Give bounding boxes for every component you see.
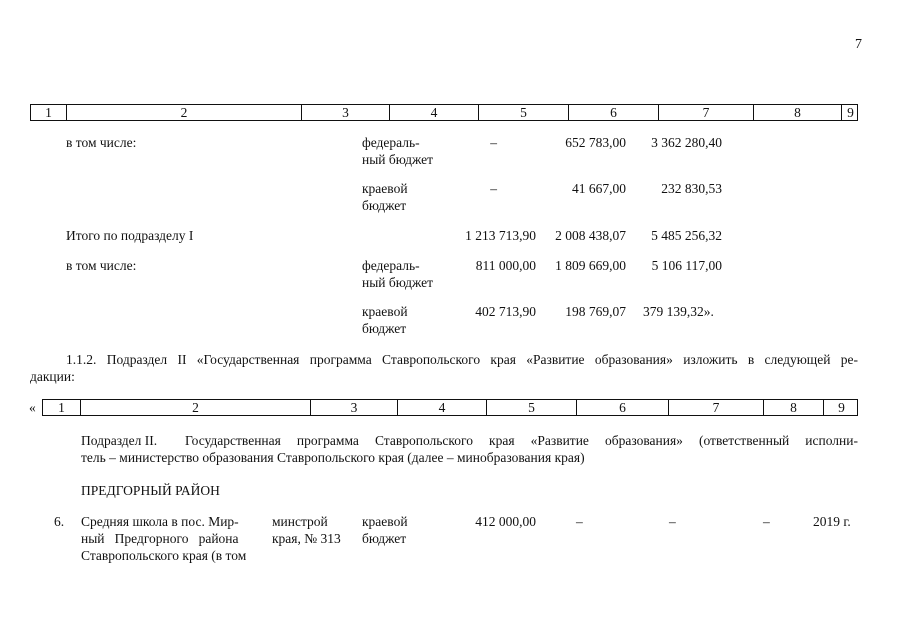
entry-name-line: Средняя школа в пос. Мир- [81,514,239,529]
header-cell-4: 4 [397,400,486,415]
subsection-title-line: тель – министерство образования Ставропольского края (далее – минобразования края) [81,450,585,465]
entry-name [81,513,267,564]
value-col6: 652 783,00 [565,135,626,150]
header-cell-2: 2 [66,105,301,120]
page-number: 7 [855,37,862,52]
header-cell-5: 5 [486,400,576,415]
funding-source [362,180,408,214]
funding-source [362,303,408,337]
funding-source [362,134,433,168]
row-label: Итого по подразделу I [66,228,194,243]
header-cell-4: 4 [389,105,478,120]
entry-col7: – [669,514,676,529]
value-col5: 402 713,90 [475,304,536,319]
value-col5: 1 213 713,90 [465,228,536,243]
header-cell-2: 2 [80,400,310,415]
value-col6: 2 008 438,07 [555,228,626,243]
header-cell-9: 9 [841,105,859,120]
value-col7: 5 106 117,00 [651,258,722,273]
entry-customer-line: края, № 313 [272,531,341,546]
row-label: в том числе: [66,258,137,273]
entry-col9: 2019 г. [813,514,851,529]
funding-source-text: краевой бюджет [362,181,408,213]
value-col7: 232 830,53 [661,181,722,196]
funding-source-text: федераль- ный бюджет [362,135,434,167]
header-cell-9: 9 [823,400,859,415]
header-cell-6: 6 [568,105,658,120]
header-cell-7: 7 [668,400,763,415]
value-col6: 198 769,07 [565,304,626,319]
entry-name-line: ный Предгорного района [81,531,239,546]
funding-source [362,257,433,291]
table-header-row [30,104,858,121]
entry-col6: – [576,514,583,529]
header-cell-1: 1 [58,400,65,415]
value-col5: – [490,135,497,150]
header-cell-5: 5 [478,105,568,120]
table-header-row [42,399,858,416]
value-col7: 3 362 280,40 [651,135,722,150]
header-cell-8: 8 [763,400,823,415]
entry-name-line: Ставропольского края (в том [81,548,247,563]
value-col7: 5 485 256,32 [651,228,722,243]
entry-funding-source-line: бюджет [362,531,407,546]
opening-quote: « [29,400,36,415]
subsection-label: Подраздел II. [81,433,158,448]
funding-source-text: краевой бюджет [362,304,408,336]
value-col6: 1 809 669,00 [555,258,626,273]
entry-number: 6. [54,514,65,529]
value-col5: – [490,181,497,196]
entry-funding-source-line: краевой [362,514,408,529]
header-cell-1: 1 [45,105,52,120]
value-col7: 379 139,32». [643,304,714,319]
subsection-title-line: Государственная программа Ставропольского края «Развитие образования» (ответственный исполни- [185,433,858,448]
header-cell-3: 3 [301,105,389,120]
paragraph-line: дакции: [30,369,75,384]
header-cell-3: 3 [310,400,397,415]
header-cell-7: 7 [658,105,753,120]
entry-customer-line: минстрой [272,514,328,529]
row-label: в том числе: [66,135,137,150]
amendment-paragraph [30,351,858,385]
entry-customer [272,513,341,547]
paragraph-line: 1.1.2. Подраздел II «Государственная программа Ставропольского края «Развитие образования» изложить в следующей ре- [66,352,858,367]
header-cell-6: 6 [576,400,668,415]
entry-col8: – [763,514,770,529]
funding-source-text: федераль- ный бюджет [362,258,434,290]
header-cell-8: 8 [753,105,841,120]
value-col5: 811 000,00 [475,258,536,273]
entry-col5: 412 000,00 [475,514,536,529]
entry-funding-source [362,513,408,547]
value-col6: 41 667,00 [572,181,626,196]
district-heading: ПРЕДГОРНЫЙ РАЙОН [81,483,220,498]
